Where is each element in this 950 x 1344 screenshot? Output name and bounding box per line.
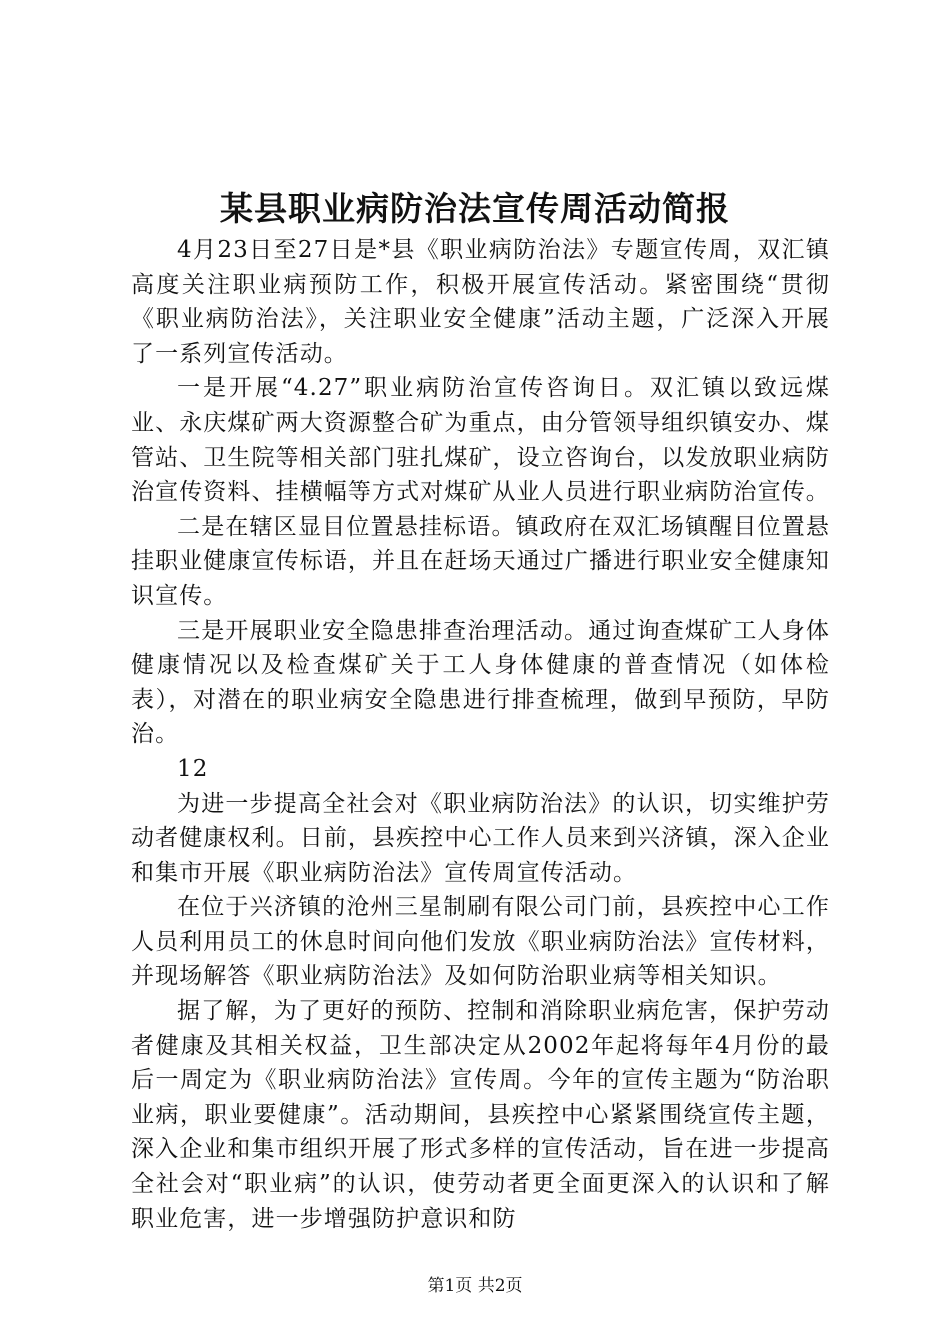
paragraph-slogans: 二是在辖区显目位置悬挂标语。镇政府在双汇场镇醒目位置悬挂职业健康宣传标语，并且在赶场天通过广播进行职业安全健康知识宣传。	[131, 513, 830, 609]
page-footer: 第1页 共2页	[427, 1276, 523, 1296]
document-body	[131, 233, 830, 1236]
paragraph-company-outreach: 在位于兴济镇的沧州三星制刷有限公司门前，县疾控中心工作人员利用员工的休息时间向他们发放《职业病防治法》宣传材料，并现场解答《职业病防治法》及如何防治职业病等相关知识。	[131, 894, 830, 990]
document-title: 某县职业病防治法宣传周活动简报	[220, 189, 730, 228]
paragraph-consultation-day: 一是开展“4.27”职业病防治宣传咨询日。双汇镇以致远煤业、永庆煤矿两大资源整合矿为重点，由分管领导组织镇安办、煤管站、卫生院等相关部门驻扎煤矿，设立咨询台，以发放职业病防治宣传资料、挂横幅等方式对煤矿从业人员进行职业病防治宣传。	[131, 375, 830, 506]
paragraph-cdc-visit: 为进一步提高全社会对《职业病防治法》的认识，切实维护劳动者健康权利。日前，县疾控中心工作人员来到兴济镇，深入企业和集市开展《职业病防治法》宣传周宣传活动。	[131, 790, 830, 886]
section-number: 12	[177, 755, 209, 782]
paragraph-hazard-inspection: 三是开展职业安全隐患排查治理活动。通过询查煤矿工人身体健康情况以及检查煤矿关于工人身体健康的普查情况（如体检表），对潜在的职业病安全隐患进行排查梳理，做到早预防，早防治。	[131, 617, 830, 748]
paragraph-intro: 4月23日至27日是*县《职业病防治法》专题宣传周，双汇镇高度关注职业病预防工作，积极开展宣传活动。紧密围绕“贯彻《职业病防治法》，关注职业安全健康”活动主题，广泛深入开展了一系列宣传活动。	[131, 237, 830, 367]
paragraph-background: 据了解，为了更好的预防、控制和消除职业病危害，保护劳动者健康及其相关权益，卫生部决定从2002年起将每年4月份的最后一周定为《职业病防治法》宣传周。今年的宣传主题为“防治职业病，职业要健康”。活动期间，县疾控中心紧紧围绕宣传主题，深入企业和集市组织开展了形式多样的宣传活动，旨在进一步提高全社会对“职业病”的认识，使劳动者更全面更深入的认识和了解职业危害，进一步增强防护意识和防	[131, 998, 830, 1232]
